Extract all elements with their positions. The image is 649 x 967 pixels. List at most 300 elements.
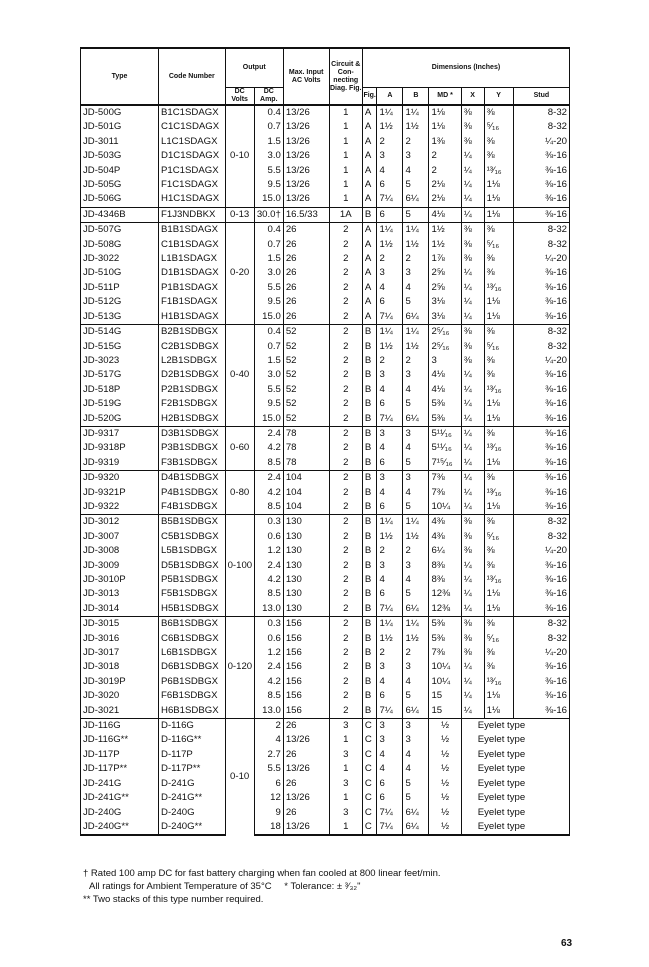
dim-b-cell: 2 (403, 354, 429, 368)
ac-volts-cell: 26 (283, 719, 329, 734)
ac-volts-cell: 156 (283, 632, 329, 646)
dim-a-cell: 4 (377, 748, 403, 762)
dc-amp-cell: 2.4 (254, 471, 283, 486)
type-cell: JD-9318P (81, 441, 159, 455)
dim-y-cell: 1⅛ (484, 207, 513, 222)
dim-a-cell: 6 (377, 500, 403, 515)
table-row (81, 820, 570, 835)
code-cell: P5B1SDBGX (159, 573, 226, 587)
stud-cell: ⅜-16 (513, 689, 569, 703)
dim-a-cell: 3 (377, 660, 403, 674)
dc-volts-cell: 0-10 (225, 719, 254, 836)
dc-amp-cell: 30.0† (254, 207, 283, 222)
dim-x-cell: ¼ (461, 207, 484, 222)
dim-a-cell: 1¼ (377, 515, 403, 530)
fig-cell: A (362, 252, 377, 266)
circuit-cell: 2 (329, 704, 362, 719)
dc-amp-cell: 15.0 (254, 310, 283, 325)
ac-volts-cell: 52 (283, 354, 329, 368)
type-cell: JD-240G (81, 806, 159, 820)
fig-cell: C (362, 777, 377, 791)
dc-amp-cell: 2.4 (254, 426, 283, 441)
dim-b-cell: 2 (403, 135, 429, 149)
dim-b-cell: 1½ (403, 120, 429, 134)
fig-cell: A (362, 266, 377, 280)
dim-md-cell: 5⅜ (429, 412, 461, 427)
circuit-cell: 2 (329, 617, 362, 632)
stud-cell: ⅜-16 (513, 412, 569, 427)
ac-volts-cell: 26 (283, 806, 329, 820)
dim-a-cell: 1½ (377, 340, 403, 354)
code-cell: C1C1SDAGX (159, 120, 226, 134)
dim-md-cell: 2⅛ (429, 192, 461, 207)
fig-cell: C (362, 748, 377, 762)
dim-a-cell: 3 (377, 471, 403, 486)
type-cell: JD-3015 (81, 617, 159, 632)
dim-a-cell: 1½ (377, 120, 403, 134)
type-cell: JD-3012 (81, 515, 159, 530)
dc-amp-cell: 0.3 (254, 515, 283, 530)
ac-volts-cell: 52 (283, 325, 329, 340)
dim-y-cell: 1⅛ (484, 295, 513, 309)
table-row (81, 397, 570, 411)
code-cell: F4B1SDBGX (159, 500, 226, 515)
stud-cell: ⅜-16 (513, 281, 569, 295)
fig-cell: A (362, 223, 377, 238)
type-cell: JD-3007 (81, 530, 159, 544)
dim-x-cell: ¼ (461, 397, 484, 411)
code-cell: L1B1SDAGX (159, 252, 226, 266)
dim-x-cell: ¼ (461, 192, 484, 207)
dim-b-cell: 1¼ (403, 223, 429, 238)
code-cell: F1C1SDAGX (159, 178, 226, 192)
dim-b-cell: 5 (403, 791, 429, 805)
dim-a-cell: 1¼ (377, 223, 403, 238)
ac-volts-cell: 52 (283, 397, 329, 411)
dc-amp-cell: 2.4 (254, 660, 283, 674)
dim-md-cell: 2 (429, 149, 461, 163)
type-cell: JD-515G (81, 340, 159, 354)
ac-volts-cell: 26 (283, 223, 329, 238)
type-cell: JD-3021 (81, 704, 159, 719)
dim-md-cell: 4⅜ (429, 515, 461, 530)
header-max-input: Max. Input AC Volts (283, 48, 329, 105)
dc-amp-cell: 9 (254, 806, 283, 820)
dim-md-cell: 7⅜ (429, 646, 461, 660)
code-cell: D3B1SDBGX (159, 426, 226, 441)
dim-a-cell: 1¼ (377, 105, 403, 120)
dim-y-cell: 1⅛ (484, 602, 513, 617)
fig-cell: B (362, 646, 377, 660)
ac-volts-cell: 78 (283, 426, 329, 441)
code-cell: F2B1SDBGX (159, 397, 226, 411)
circuit-cell: 2 (329, 500, 362, 515)
table-row (81, 806, 570, 820)
dim-b-cell: 5 (403, 397, 429, 411)
dim-x-cell: ⅜ (461, 544, 484, 558)
circuit-cell: 2 (329, 238, 362, 252)
dim-b-cell: 5 (403, 456, 429, 471)
dim-y-cell: ⅜ (484, 368, 513, 382)
type-cell: JD-507G (81, 223, 159, 238)
code-cell: L1C1SDAGX (159, 135, 226, 149)
stud-cell: ⅜-16 (513, 266, 569, 280)
stud-cell: 8-32 (513, 223, 569, 238)
stud-cell: ⅜-16 (513, 207, 569, 222)
table-row (81, 441, 570, 455)
dim-b-cell: 6¼ (403, 192, 429, 207)
dim-y-cell: ⅜ (484, 544, 513, 558)
header-b: B (403, 88, 429, 106)
type-cell: JD-513G (81, 310, 159, 325)
dim-md-cell: 2⅛ (429, 178, 461, 192)
dim-a-cell: 6 (377, 397, 403, 411)
dim-y-cell: ⅜ (484, 325, 513, 340)
table-row (81, 646, 570, 660)
footnote-dagger: † Rated 100 amp DC for fast battery charging when fan cooled at 800 linear feet/min. (83, 868, 441, 879)
dim-y-cell: ⅜ (484, 105, 513, 120)
dim-y-cell: ⅜ (484, 252, 513, 266)
dim-a-cell: 4 (377, 164, 403, 178)
header-circuit: Circuit & Con-necting Diag. Fig. (329, 48, 362, 105)
code-cell: D6B1SDBGX (159, 660, 226, 674)
type-cell: JD-9317 (81, 426, 159, 441)
dim-md-cell: 8⅜ (429, 559, 461, 573)
stud-cell: ⅜-16 (513, 660, 569, 674)
dim-md-cell: 1⅛ (429, 120, 461, 134)
header-fig: Fig. (362, 88, 377, 106)
dim-x-cell: ⅜ (461, 340, 484, 354)
dim-md-cell: 3⅛ (429, 310, 461, 325)
fig-cell: A (362, 135, 377, 149)
code-cell: C6B1SDBGX (159, 632, 226, 646)
table-row (81, 456, 570, 471)
table-row (81, 748, 570, 762)
stud-cell: ⅜-16 (513, 471, 569, 486)
dim-md-cell: 2⁵⁄₁₆ (429, 340, 461, 354)
circuit-cell: 2 (329, 530, 362, 544)
dim-x-cell: ¼ (461, 178, 484, 192)
circuit-cell: 2 (329, 223, 362, 238)
circuit-cell: 2 (329, 426, 362, 441)
code-cell: P2B1SDBGX (159, 383, 226, 397)
dim-b-cell: 6¼ (403, 412, 429, 427)
type-cell: JD-504P (81, 164, 159, 178)
dim-md-cell: 5⅜ (429, 632, 461, 646)
type-cell: JD-9320 (81, 471, 159, 486)
code-cell: D1C1SDAGX (159, 149, 226, 163)
table-row (81, 791, 570, 805)
code-cell: D-240G (159, 806, 226, 820)
dim-x-cell: ⅜ (461, 120, 484, 134)
dc-volts-cell: 0-80 (225, 471, 254, 515)
dim-y-cell: ⁵⁄₁₆ (484, 238, 513, 252)
table-row (81, 164, 570, 178)
dim-a-cell: 4 (377, 675, 403, 689)
dim-b-cell: 4 (403, 675, 429, 689)
code-cell: L2B1SDBGX (159, 354, 226, 368)
stud-cell: ⅜-16 (513, 368, 569, 382)
circuit-cell: 2 (329, 412, 362, 427)
ac-volts-cell: 52 (283, 368, 329, 382)
code-cell: C2B1SDBGX (159, 340, 226, 354)
dim-y-cell: 1⅛ (484, 310, 513, 325)
dim-a-cell: 3 (377, 559, 403, 573)
dim-md-cell: 2⅝ (429, 266, 461, 280)
fig-cell: A (362, 178, 377, 192)
type-cell: JD-3022 (81, 252, 159, 266)
table-row (81, 354, 570, 368)
table-row (81, 281, 570, 295)
fig-cell: A (362, 120, 377, 134)
table-row (81, 602, 570, 617)
stud-cell: ¼-20 (513, 354, 569, 368)
header-dc-volts: DC Volts (225, 88, 254, 106)
table-row (81, 704, 570, 719)
dim-b-cell: 1½ (403, 238, 429, 252)
dim-b-cell: 1½ (403, 632, 429, 646)
dim-x-cell: ¼ (461, 486, 484, 500)
dim-b-cell: 4 (403, 486, 429, 500)
circuit-cell: 1 (329, 820, 362, 835)
type-cell: JD-505G (81, 178, 159, 192)
dc-amp-cell: 0.6 (254, 632, 283, 646)
circuit-cell: 2 (329, 675, 362, 689)
dim-y-cell: ⅜ (484, 617, 513, 632)
code-cell: D4B1SDBGX (159, 471, 226, 486)
dim-a-cell: 3 (377, 733, 403, 747)
header-code-number: Code Number (159, 48, 226, 105)
ac-volts-cell: 130 (283, 515, 329, 530)
dim-b-cell: 6¼ (403, 806, 429, 820)
header-dc-amp: DC Amp. (254, 88, 283, 106)
fig-cell: C (362, 806, 377, 820)
stud-cell: ¼-20 (513, 544, 569, 558)
stud-cell: ⅜-16 (513, 587, 569, 601)
dim-md-cell: 8⅜ (429, 573, 461, 587)
dc-amp-cell: 9.5 (254, 178, 283, 192)
dc-amp-cell: 5.5 (254, 281, 283, 295)
stud-cell: ⅜-16 (513, 486, 569, 500)
dim-x-cell: ¼ (461, 660, 484, 674)
dim-x-cell: ⅜ (461, 354, 484, 368)
fig-cell: B (362, 632, 377, 646)
type-cell: JD-3008 (81, 544, 159, 558)
table-row (81, 325, 570, 340)
type-cell: JD-517G (81, 368, 159, 382)
table-row (81, 500, 570, 515)
dim-x-cell: ⅜ (461, 325, 484, 340)
dim-a-cell: 1¼ (377, 617, 403, 632)
footnote-ambient-tolerance (83, 880, 441, 893)
code-cell: H5B1SDBGX (159, 602, 226, 617)
code-cell: D5B1SDBGX (159, 559, 226, 573)
dim-md-cell: 2⁵⁄₁₆ (429, 325, 461, 340)
dc-amp-cell: 8.5 (254, 456, 283, 471)
ac-volts-cell: 104 (283, 486, 329, 500)
ac-volts-cell: 26 (283, 266, 329, 280)
table-row (81, 412, 570, 427)
ac-volts-cell: 13/26 (283, 164, 329, 178)
ac-volts-cell: 52 (283, 340, 329, 354)
dim-md-cell: 1½ (429, 238, 461, 252)
stud-cell: ⅜-16 (513, 295, 569, 309)
fig-cell: B (362, 368, 377, 382)
table-row (81, 310, 570, 325)
dim-md-cell: 5¹¹⁄₁₆ (429, 441, 461, 455)
circuit-cell: 1 (329, 135, 362, 149)
dc-amp-cell: 1.2 (254, 646, 283, 660)
code-cell: F3B1SDBGX (159, 456, 226, 471)
ac-volts-cell: 26 (283, 281, 329, 295)
dim-x-cell: ¼ (461, 559, 484, 573)
ac-volts-cell: 26 (283, 777, 329, 791)
dim-a-cell: 4 (377, 383, 403, 397)
dim-x-cell: ¼ (461, 456, 484, 471)
dim-md-cell: ½ (429, 762, 461, 776)
fig-cell: B (362, 325, 377, 340)
circuit-cell: 2 (329, 573, 362, 587)
dc-amp-cell: 0.7 (254, 238, 283, 252)
fig-cell: A (362, 164, 377, 178)
fig-cell: B (362, 354, 377, 368)
ac-volts-cell: 13/26 (283, 120, 329, 134)
circuit-cell: 2 (329, 632, 362, 646)
dim-a-cell: 6 (377, 587, 403, 601)
ac-volts-cell: 104 (283, 471, 329, 486)
dim-y-cell: ⅜ (484, 266, 513, 280)
stud-cell: ⅜-16 (513, 441, 569, 455)
dim-x-cell: ¼ (461, 164, 484, 178)
dc-amp-cell: 4.2 (254, 486, 283, 500)
header-stud: Stud (513, 88, 569, 106)
table-row (81, 368, 570, 382)
dim-b-cell: 1¼ (403, 617, 429, 632)
code-cell: H1C1SDAGX (159, 192, 226, 207)
table-row (81, 426, 570, 441)
dc-amp-cell: 8.5 (254, 689, 283, 703)
dc-amp-cell: 12 (254, 791, 283, 805)
circuit-cell: 1 (329, 762, 362, 776)
dim-x-cell: ¼ (461, 689, 484, 703)
code-cell: D-117P** (159, 762, 226, 776)
dim-b-cell: 3 (403, 426, 429, 441)
dim-x-cell: ¼ (461, 704, 484, 719)
dim-y-cell: ⁵⁄₁₆ (484, 120, 513, 134)
circuit-cell: 2 (329, 354, 362, 368)
code-cell: B2B1SDBGX (159, 325, 226, 340)
dim-b-cell: 5 (403, 500, 429, 515)
type-cell: JD-116G** (81, 733, 159, 747)
dim-b-cell: 1½ (403, 530, 429, 544)
dim-md-cell: ½ (429, 748, 461, 762)
dim-x-cell: ⅜ (461, 617, 484, 632)
type-cell: JD-3009 (81, 559, 159, 573)
dim-a-cell: 7¼ (377, 192, 403, 207)
dim-md-cell: ½ (429, 719, 461, 734)
table-row (81, 719, 570, 734)
dim-a-cell: 2 (377, 135, 403, 149)
dim-b-cell: 5 (403, 295, 429, 309)
table-row (81, 178, 570, 192)
dim-md-cell: ½ (429, 806, 461, 820)
circuit-cell: 2 (329, 441, 362, 455)
fig-cell: B (362, 530, 377, 544)
dim-md-cell: 10¼ (429, 660, 461, 674)
ac-volts-cell: 156 (283, 660, 329, 674)
stud-cell: ⅜-16 (513, 164, 569, 178)
circuit-cell: 2 (329, 456, 362, 471)
dim-b-cell: 3 (403, 719, 429, 734)
code-cell: P1B1SDAGX (159, 281, 226, 295)
ac-volts-cell: 130 (283, 530, 329, 544)
fig-cell: B (362, 660, 377, 674)
dim-x-cell: ¼ (461, 441, 484, 455)
dim-md-cell: 4⅜ (429, 530, 461, 544)
dc-amp-cell: 15.0 (254, 412, 283, 427)
eyelet-type-cell: Eyelet type (461, 733, 569, 747)
dim-x-cell: ¼ (461, 310, 484, 325)
type-cell: JD-503G (81, 149, 159, 163)
code-cell: C1B1SDAGX (159, 238, 226, 252)
table-row (81, 689, 570, 703)
circuit-cell: 2 (329, 689, 362, 703)
dim-y-cell: ⁵⁄₁₆ (484, 340, 513, 354)
type-cell: JD-3014 (81, 602, 159, 617)
dc-amp-cell: 3.0 (254, 266, 283, 280)
dc-amp-cell: 8.5 (254, 500, 283, 515)
dim-b-cell: 2 (403, 544, 429, 558)
dim-md-cell: 7⅜ (429, 471, 461, 486)
dim-md-cell: 5⅜ (429, 397, 461, 411)
dc-amp-cell: 13.0 (254, 704, 283, 719)
stud-cell: ⅜-16 (513, 397, 569, 411)
circuit-cell: 2 (329, 252, 362, 266)
ac-volts-cell: 13/26 (283, 105, 329, 120)
fig-cell: B (362, 471, 377, 486)
dim-b-cell: 1¼ (403, 325, 429, 340)
dim-x-cell: ¼ (461, 573, 484, 587)
stud-cell: 8-32 (513, 105, 569, 120)
stud-cell: 8-32 (513, 120, 569, 134)
dc-volts-cell: 0-20 (225, 223, 254, 325)
table-row (81, 515, 570, 530)
dim-y-cell: 1⅛ (484, 412, 513, 427)
ac-volts-cell: 52 (283, 383, 329, 397)
ac-volts-cell: 130 (283, 602, 329, 617)
dc-amp-cell: 0.6 (254, 530, 283, 544)
code-cell: D1B1SDAGX (159, 266, 226, 280)
dim-md-cell: 1⅛ (429, 105, 461, 120)
stud-cell: 8-32 (513, 325, 569, 340)
dim-b-cell: 4 (403, 383, 429, 397)
dim-a-cell: 6 (377, 456, 403, 471)
table-row (81, 675, 570, 689)
dim-y-cell: ¹³⁄₁₆ (484, 281, 513, 295)
dim-b-cell: 3 (403, 471, 429, 486)
ac-volts-cell: 13/26 (283, 178, 329, 192)
dc-amp-cell: 0.4 (254, 223, 283, 238)
dim-md-cell: 12⅜ (429, 602, 461, 617)
type-cell: JD-3020 (81, 689, 159, 703)
table-row (81, 733, 570, 747)
ac-volts-cell: 13/26 (283, 733, 329, 747)
table-row (81, 207, 570, 222)
dim-md-cell: 2⅝ (429, 281, 461, 295)
table-row (81, 559, 570, 573)
stud-cell: ⅜-16 (513, 149, 569, 163)
header-a: A (377, 88, 403, 106)
